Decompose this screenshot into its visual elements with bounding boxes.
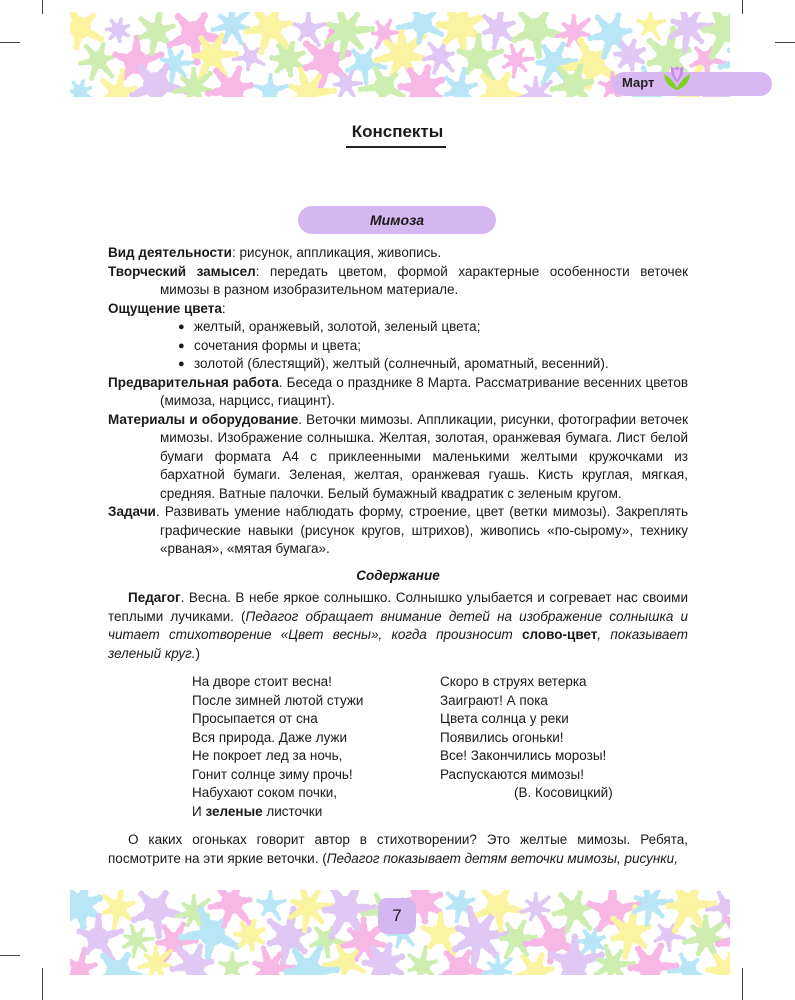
color-sense-field [108,300,688,319]
paint-blot [292,12,327,47]
poem-line: После зимней лютой стужи [192,692,364,708]
paint-blot [682,914,727,959]
paragraph-text: ) [195,645,201,661]
paint-blot [256,890,286,921]
field-label: Предварительная работа [108,374,279,390]
crop-mark [0,955,20,956]
poem-text: листочки [262,803,323,819]
paint-blot [437,950,489,975]
paint-blot [254,73,289,97]
field-text: : рисунок, аппликация, живопись. [231,245,442,260]
poem-line: Распускаются мимозы! [440,766,584,782]
poem-line: Заиграют! А пока [440,692,548,708]
field-label: Вид деятельности [108,245,232,260]
paint-blot [636,12,666,41]
intent-field [108,263,688,300]
paint-blot [473,72,529,97]
poem-line: Вся природа. Даже лужи [192,729,348,745]
paint-blot [552,890,593,933]
prelim-work-field [108,374,688,411]
content-heading: Содержание [356,567,440,583]
poem-line: Все! Закончились морозы! [440,748,607,763]
paint-blot [78,42,115,81]
month-tab [612,72,772,96]
poem-line: Появились огоньки! [440,729,564,745]
paint-blot [283,944,340,975]
paint-blot [444,66,478,97]
paint-blot [218,951,248,975]
topic-title: Мимоза [298,206,496,234]
field-text: . Веточки мимозы. Аппликации, рисунки, фотографии веточек мимозы. Изображение солнышка. Желтая, золотая, оранжевая бумага. Лист белой бумаги формата А4 с приклеенными маленькими желтыми кружочками из бархатной бумаги. Зеленая, желтая, оранжевая гуашь. Кисть круглая, мягкая, средняя. Ватные палочки. Белый бумажный квадратик с зеленым кругом. [160,411,688,501]
paragraph-text: . Весна. В небе яркое солнышко. Солнышко улыбается и согревает нас своими теплыми лучиками. ( [108,590,688,624]
page-section-title: Конспекты [351,122,444,141]
poem-line: Набухают соком почки, [192,785,338,800]
tasks-field [108,503,688,559]
paint-blot [408,945,438,975]
crop-mark [742,0,743,14]
poem-text: И [192,803,206,819]
paint-blot [105,17,131,43]
page-number: 7 [378,898,416,934]
materials-field [108,411,688,504]
poem-line: Цвета солнца у реки [440,711,569,726]
title-underline [346,146,446,148]
list-item: ● золотой (блестящий), желтый (солнечный, ароматный, весенний). [178,355,688,374]
crop-mark [0,42,20,43]
field-label: Задачи [108,504,156,519]
field-label: Творческий замысел [108,263,256,279]
lesson-content [108,244,688,868]
paint-blot [333,70,363,97]
speaker-label: Педагог [128,590,181,605]
teacher-paragraph [108,589,688,663]
field-label: Материалы и оборудование [108,411,299,427]
paint-blot [70,79,92,97]
paragraph-text: О каких огоньках говорит автор в стихотворении? Это желтые мимозы. Ребята, посмотрите на эти яркие веточки. ( [108,832,688,866]
crop-mark [775,42,795,43]
highlight-word: зеленые [205,803,263,819]
poem-line: Не покроет лед за ночь, [192,748,343,763]
poem-column-right [440,673,688,821]
final-paragraph [108,831,688,868]
field-label: Ощущение цвета [108,300,222,316]
crop-mark [742,968,743,1000]
crop-mark [42,968,43,1000]
poem-author: (В. Косовицкий) [514,785,613,800]
poem-line: Просыпается от сна [192,711,318,726]
paint-blot [70,946,98,975]
list-item: ● сочетания формы и цвета; [178,337,688,356]
poem [192,673,688,821]
field-text: . Беседа о празднике 8 Марта. Рассматривание весенних цветов (мимоза, нарцисс, гиацинт). [160,374,688,408]
paint-blot [705,951,730,975]
color-list [108,318,688,374]
poem-line: Скоро в струях ветерка [440,674,587,689]
crop-mark [42,0,43,14]
stage-direction: Педагог показывает детям веточки мимозы, рисунки, [326,850,678,866]
month-label: Март [622,75,655,90]
poem-line: Гонит солнце зиму прочь! [192,766,353,782]
highlight-word: слово-цвет [522,627,598,642]
tulip-icon [660,60,694,96]
poem-column-left [192,673,440,821]
poem-line [192,803,440,822]
list-item: ● желтый, оранжевый, золотой, зеленый цвета; [178,318,688,337]
paint-blot [93,952,149,975]
stage-direction: , показывает зеленый круг. [108,627,688,661]
field-text: . Развивать умение наблюдать форму, строение, цвет (ветки мимозы). Закреплять графические навыки (рисунок кругов, штрихов), живопись «по-сырому», технику «рваная», «мятая бумага». [155,504,688,556]
field-text: : передать цветом, формой характерные особенности веточек мимозы в разном изобразительном материале. [160,263,688,297]
activity-field [108,244,688,263]
paint-blot [243,12,292,55]
stage-direction: Педагог обращает внимание детей на изображение солнышка и читает стихотворение «Цвет весны», когда произносит [108,608,688,642]
poem-line: На дворе стоит весна! [192,674,332,689]
field-text: : [221,300,226,316]
